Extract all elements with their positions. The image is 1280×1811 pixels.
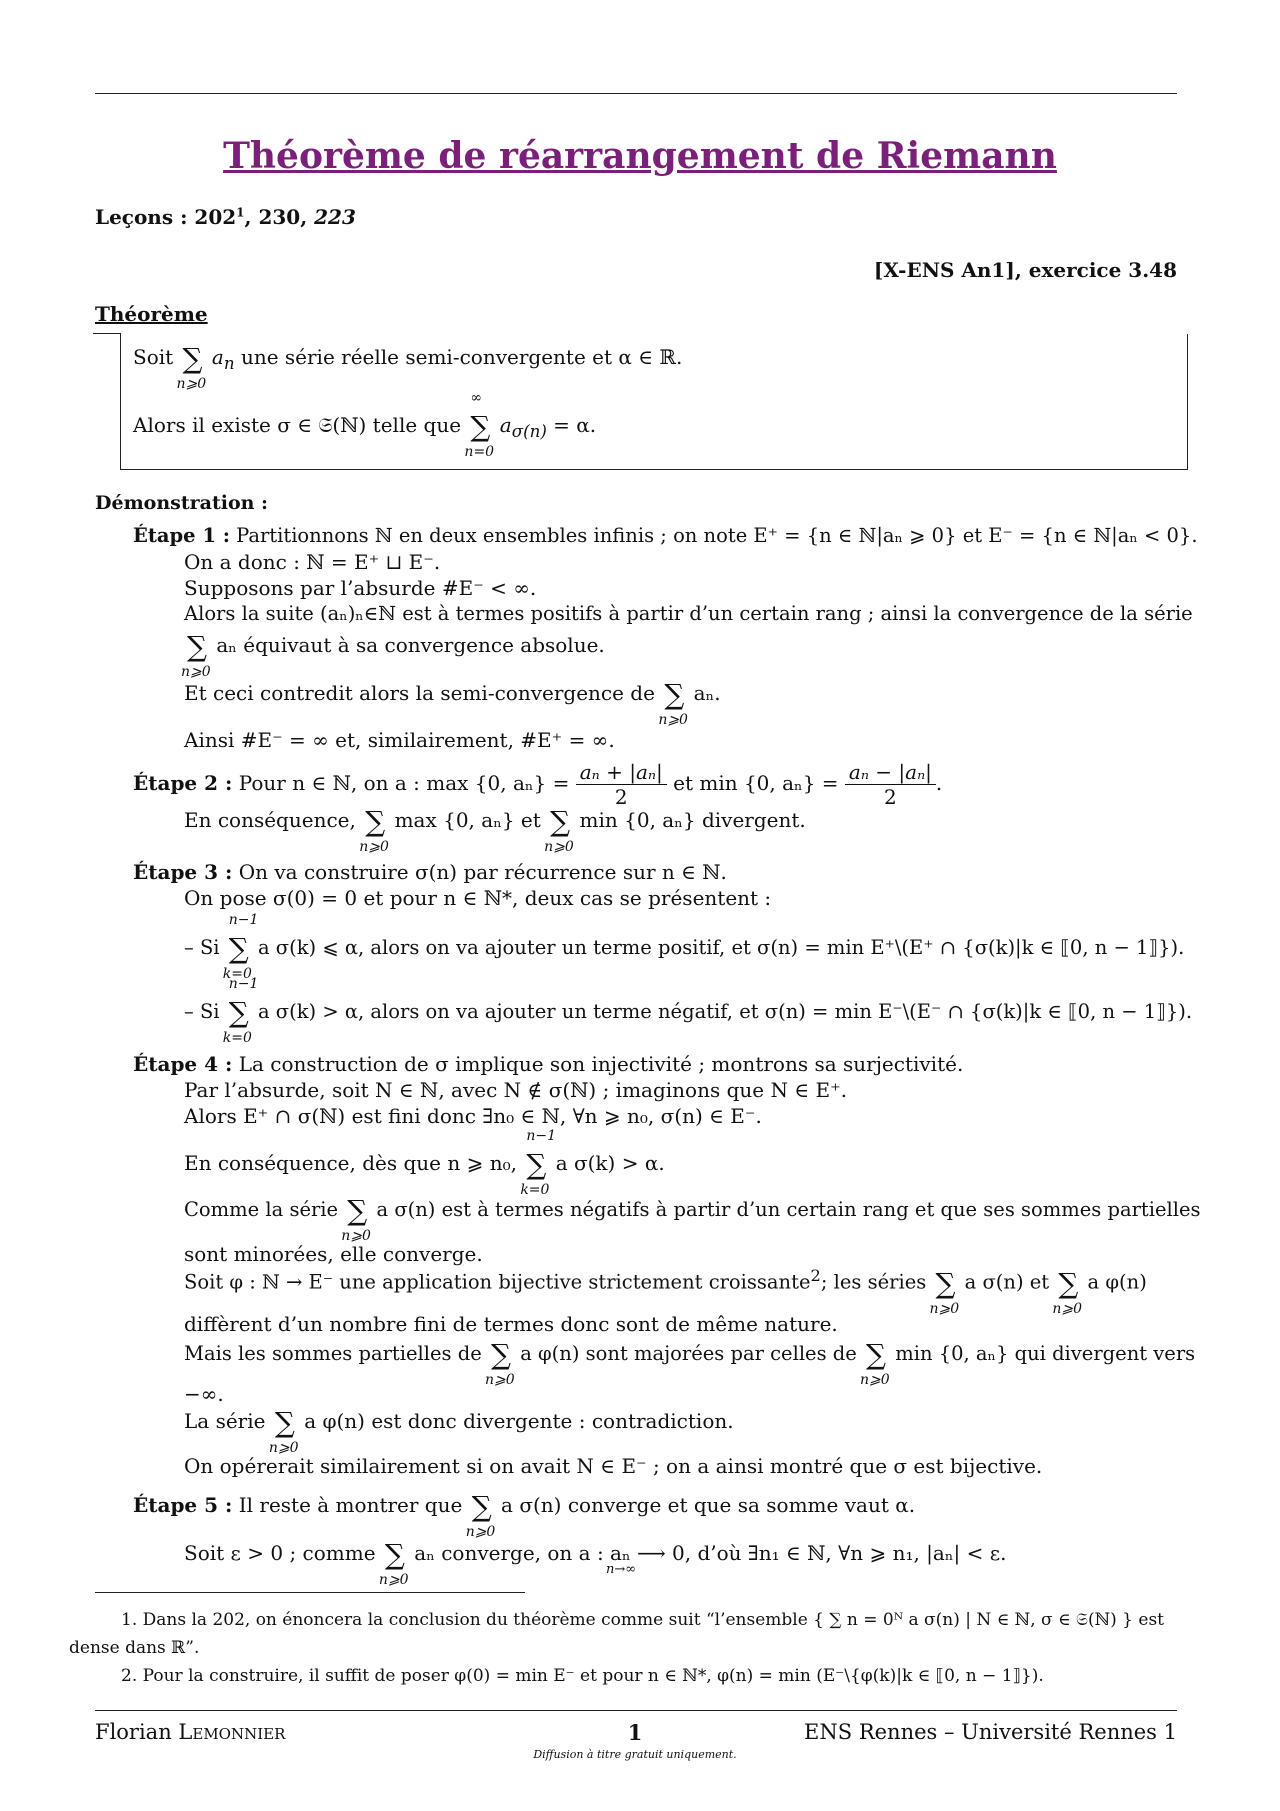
step2-line2: En conséquence, ∑ n⩾0 max {0, aₙ} et ∑ n⩾0 min {0, aₙ} divergent. [184, 805, 806, 855]
step1-line3: Supposons par l’absurde #E⁻ < ∞. [184, 576, 537, 600]
lecons-italic: 223 [314, 205, 356, 229]
step4-line2: Par l’absurde, soit N ∈ ℕ, avec N ∉ σ(ℕ) ; imaginons que N ∈ E⁺. [184, 1078, 847, 1102]
page-title: Théorème de réarrangement de Riemann [223, 135, 1057, 177]
step4-line5: Comme la série ∑ n⩾0 a σ(n) est à termes négatifs à partir d’un certain rang et que ses sommes partielles [184, 1194, 1201, 1244]
step2-line1: Étape 2 : Pour n ∈ ℕ, on a : max {0, aₙ} = $\frac{\text{aₙ + |aₙ|}}{2}$ et min {0, aₙ} = $\frac{\text{aₙ − |aₙ|}}{2}$ . [133, 760, 943, 809]
step1-line2: On a donc : ℕ = E⁺ ⊔ E⁻. [184, 550, 441, 574]
lecons-prefix: Leçons : 202 [95, 205, 237, 229]
sum-symbol: ∑ n⩾0 [176, 342, 207, 392]
footer-notice: Diffusion à titre gratuit uniquement. [533, 1748, 737, 1761]
top-rule [95, 93, 1177, 94]
step4-line7: Soit φ : ℕ → E⁻ une application bijective strictement croissante$^2$; les séries ∑ n⩾0 a σ(n) et ∑ n⩾0 a φ(n) [184, 1266, 1147, 1317]
theorem-label: Théorème [95, 302, 208, 326]
bottom-rule [95, 1710, 1177, 1711]
footnote-2: 2. Pour la construire, il suffit de poser φ(0) = min E⁻ et pour n ∈ ℕ*, φ(n) = min (E⁻\{φ(k)|k ∈ ⟦0, n − 1⟧}). [121, 1666, 1044, 1686]
step3-case2: – Si ∑ n−1 k=0 a σ(k) > α, alors on va ajouter un terme négatif, et σ(n) = min E⁻\(E⁻ ∩ {σ(k)|k ∈ ⟦0, n − 1⟧}). [184, 976, 1193, 1046]
reference: [X-ENS An1], exercice 3.48 [873, 258, 1177, 282]
demo-label: Démonstration : [95, 492, 269, 514]
footer-institution: ENS Rennes – Université Rennes 1 [804, 1720, 1177, 1744]
step4-line12: On opérerait similairement si on avait N ∈ E⁻ ; on a ainsi montré que σ est bijective. [184, 1454, 1043, 1478]
theorem-line-1: Soit ∑ n⩾0 $a_n$ une série réelle semi-convergente et α ∈ ℝ. [133, 342, 683, 392]
step1-line7: Ainsi #E⁻ = ∞ et, similairement, #E⁺ = ∞. [184, 728, 615, 752]
limit-label: n→∞ [606, 1562, 637, 1577]
footer-author: Florian Lemonnier [95, 1720, 286, 1744]
lecons [95, 205, 356, 229]
sum-symbol: ∑ ∞ n=0 [464, 390, 495, 460]
footnote-1: 1. Dans la 202, on énoncera la conclusion du théorème comme suit “l’ensemble { ∑ n = 0ᴺ a σ(n) | N ∈ ℕ, σ ∈ 𝔖(ℕ) } est dense dans ℝ”. [69, 1610, 1164, 1658]
step1-line4: Alors la suite (aₙ)ₙ∈ℕ est à termes positifs à partir d’un certain rang ; ainsi la convergence de la série [184, 602, 1193, 625]
footnote-rule [95, 1592, 525, 1593]
step5-line2: Soit ε > 0 ; comme ∑ n⩾0 aₙ converge, on a : aₙ ⟶ 0, d’où ∃n₁ ∈ ℕ, ∀n ⩾ n₁, |aₙ| < ε. [184, 1538, 1007, 1588]
step4-line10: −∞. [184, 1382, 224, 1406]
step4-line3: Alors E⁺ ∩ σ(ℕ) est fini donc ∃n₀ ∈ ℕ, ∀n ⩾ n₀, σ(n) ∈ E⁻. [184, 1104, 762, 1128]
step4-line4: En conséquence, dès que n ⩾ n₀, ∑ n−1 k=0 a σ(k) > α. [184, 1128, 665, 1198]
step5-line1: Étape 5 : Il reste à montrer que ∑ n⩾0 a σ(n) converge et que sa somme vaut α. [133, 1490, 916, 1540]
step3-line2: On pose σ(0) = 0 et pour n ∈ ℕ*, deux cas se présentent : [184, 886, 772, 910]
step3-case1: – Si ∑ n−1 k=0 a σ(k) ⩽ α, alors on va ajouter un terme positif, et σ(n) = min E⁺\(E⁺ ∩ {σ(k)|k ∈ ⟦0, n − 1⟧}). [184, 912, 1185, 982]
step4-line9: Mais les sommes partielles de ∑ n⩾0 a φ(n) sont majorées par celles de ∑ n⩾0 min {0, aₙ} qui divergent vers [184, 1338, 1196, 1388]
step4-line11: La série ∑ n⩾0 a φ(n) est donc divergente : contradiction. [184, 1406, 734, 1456]
footnote-mark-1[interactable]: 1 [236, 205, 245, 220]
step1-line6: Et ceci contredit alors la semi-convergence de ∑ n⩾0 aₙ. [184, 678, 721, 728]
step4-line1: Étape 4 : La construction de σ implique son injectivité ; montrons sa surjectivité. [133, 1052, 964, 1076]
step4-line6: sont minorées, elle converge. [184, 1242, 483, 1266]
footnote-mark-2[interactable]: 2 [810, 1266, 821, 1285]
step1-line5: ∑ n⩾0 aₙ équivaut à sa convergence absolue. [181, 630, 605, 680]
footer-page-number: 1 [627, 1720, 643, 1745]
step3-line1: Étape 3 : On va construire σ(n) par récurrence sur n ∈ ℕ. [133, 860, 727, 884]
step1-line1: Étape 1 : Partitionnons ℕ en deux ensembles infinis ; on note E⁺ = {n ∈ ℕ|aₙ ⩾ 0} et E⁻ = {n ∈ ℕ|aₙ < 0}. [133, 524, 1198, 547]
theorem-line-2: Alors il existe σ ∈ 𝔖(ℕ) telle que ∑ ∞ n=0 $a_{\sigma(n)} = \alpha$. [133, 390, 597, 460]
step4-line8: diffèrent d’un nombre fini de termes donc sont de même nature. [184, 1312, 838, 1336]
lecons-rest: , 230, [244, 205, 315, 229]
